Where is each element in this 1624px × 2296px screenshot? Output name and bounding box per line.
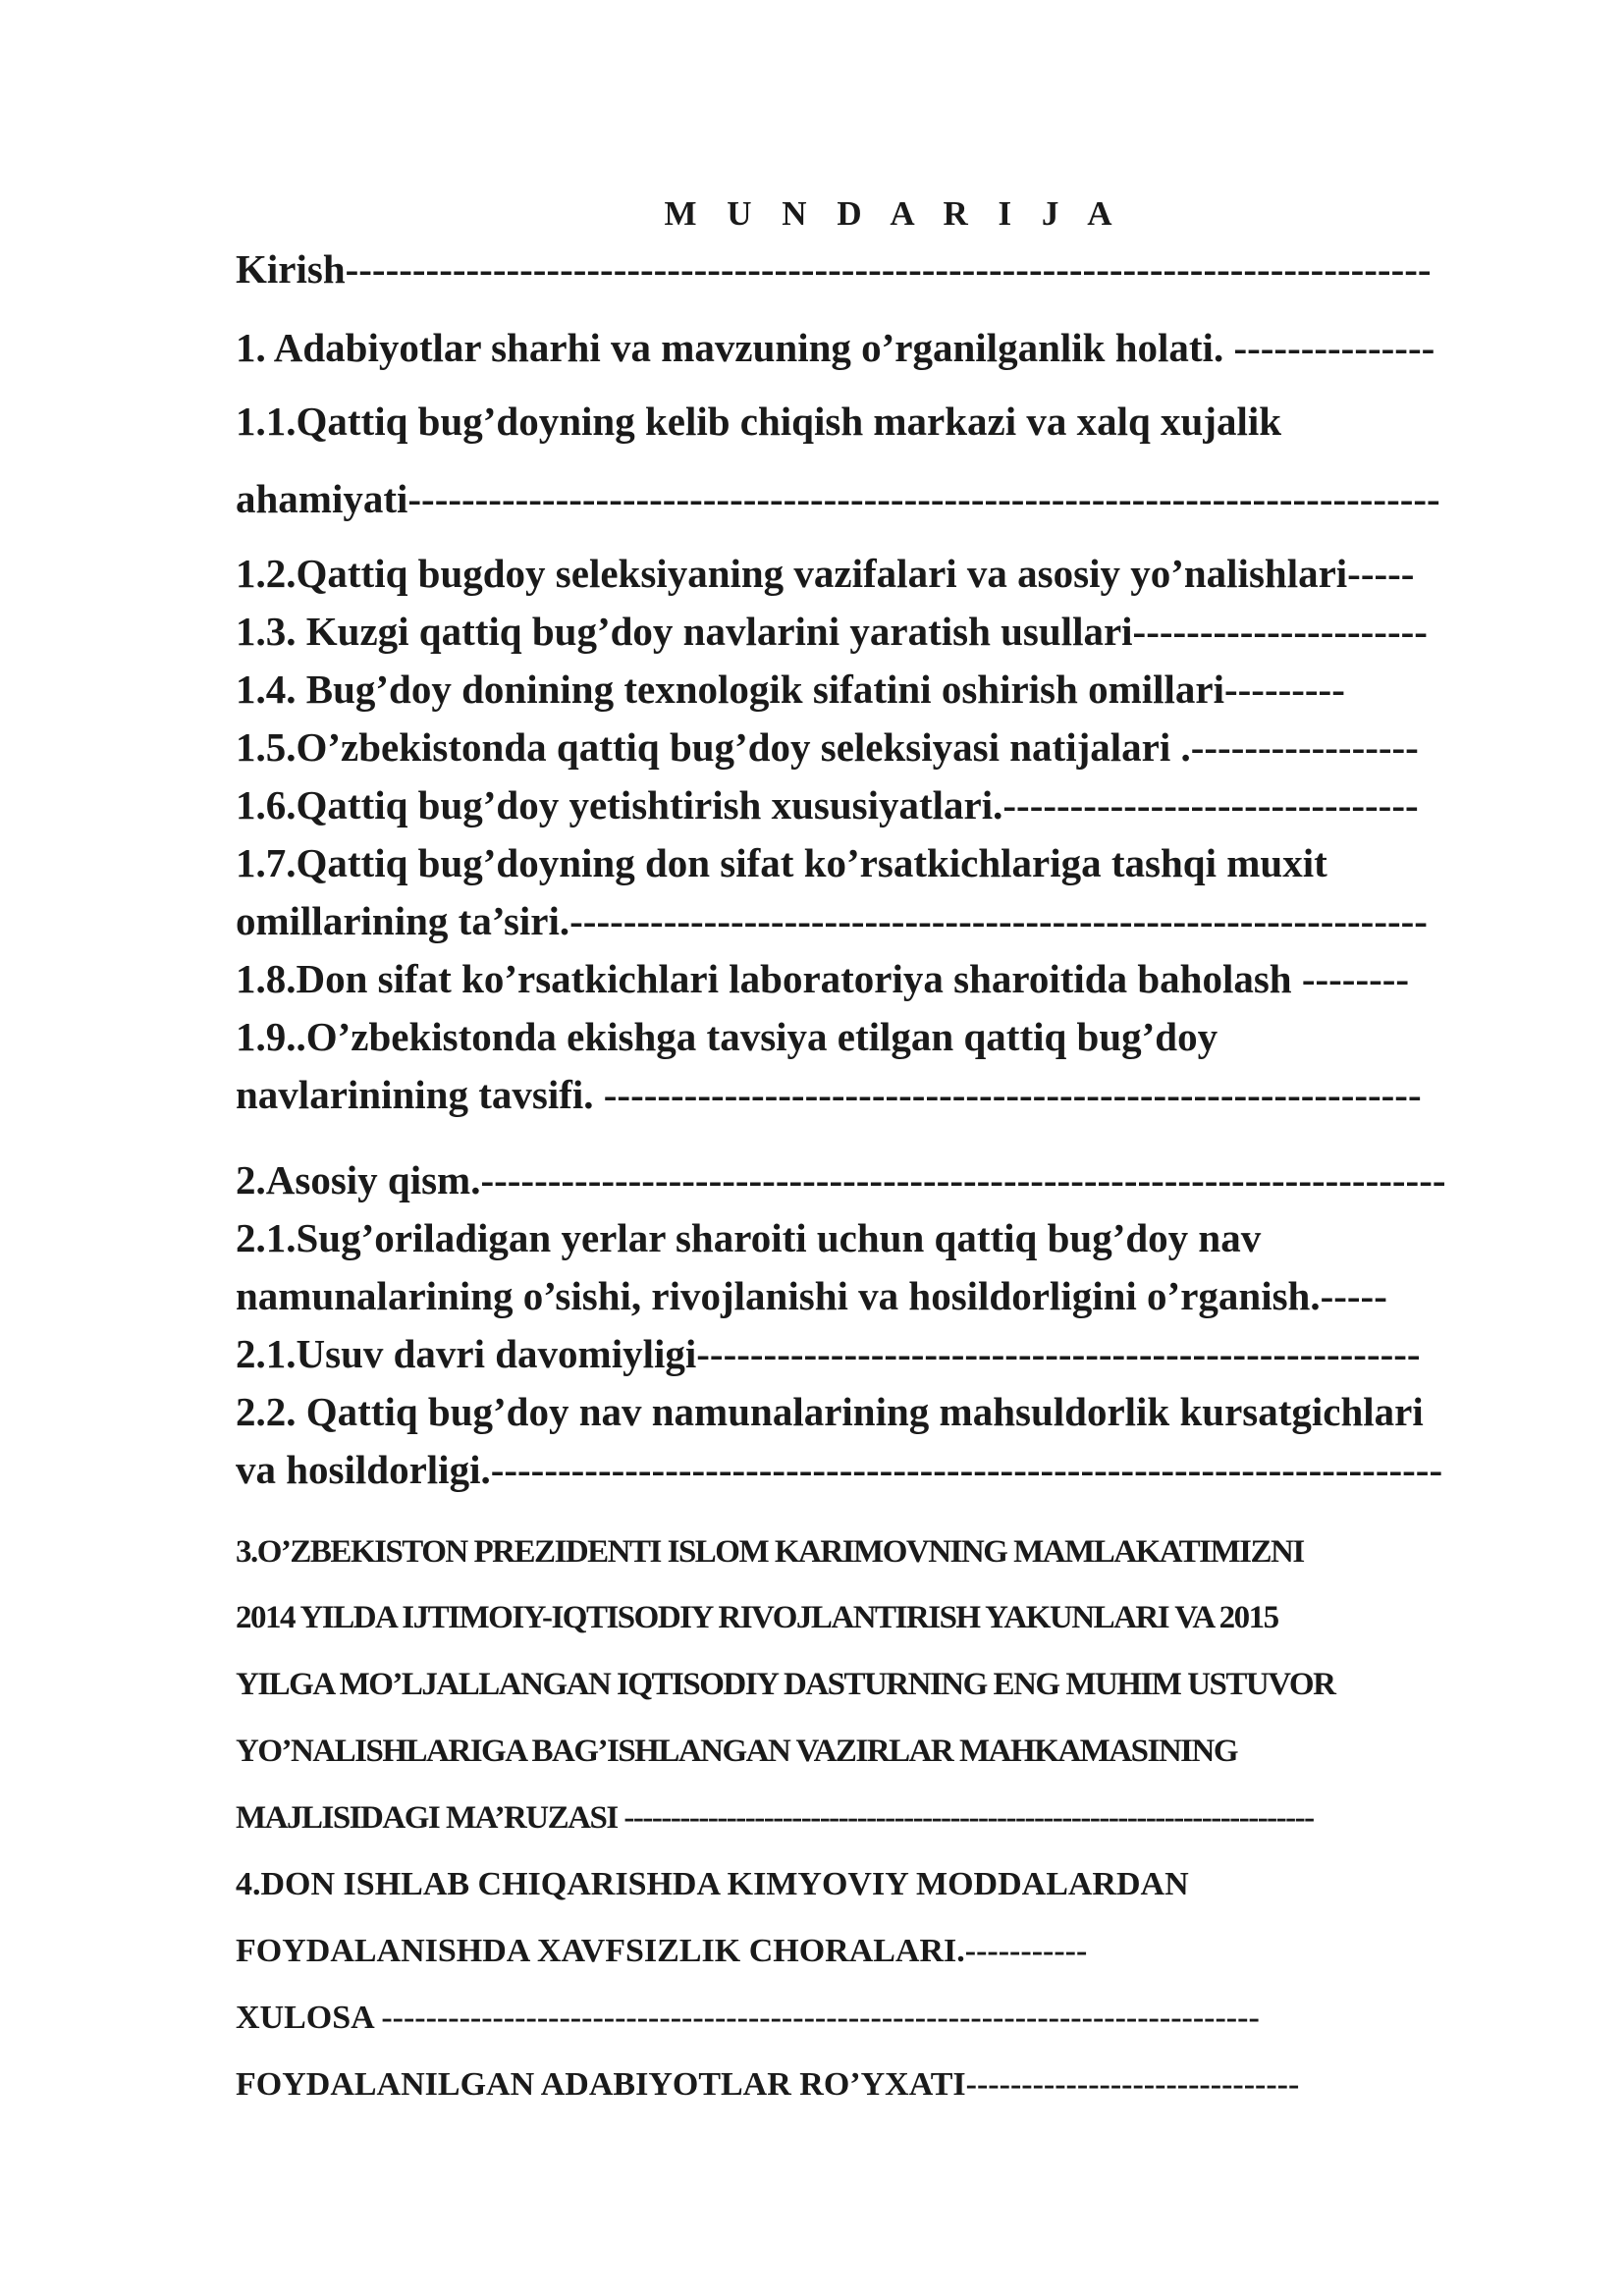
toc-entry-3-continued-1: 2014 YILDA IJTIMOIY-IQTISODIY RIVOJLANTIRISH YAKUNLARI VA 2015 bbox=[236, 1600, 1278, 1635]
toc-entry-1-3: 1.3. Kuzgi qattiq bug’doy navlarini yaratish usullari---------------------- bbox=[236, 609, 1428, 654]
toc-entry-1-2: 1.2.Qattiq bugdoy seleksiyaning vazifalari va asosiy yo’nalishlari----- bbox=[236, 551, 1415, 596]
toc-entry-3-continued-2: YILGA MO’LJALLANGAN IQTISODIY DASTURNING ENG MUHIM USTUVOR bbox=[236, 1667, 1335, 1702]
toc-entry-2-1: 2.1.Sug’oriladigan yerlar sharoiti uchun qattiq bug’doy nav bbox=[236, 1215, 1262, 1260]
toc-entry-3-continued-4: MAJLISIDAGI MA’RUZASI -------------------------------------------------------------------------- bbox=[236, 1800, 1314, 1836]
toc-entry-xulosa: XULOSA ------------------------------------------------------------------------------- bbox=[236, 2000, 1260, 2036]
toc-entry-2-1-usuv: 2.1.Usuv davri davomiyligi------------------------------------------------------ bbox=[236, 1331, 1421, 1376]
toc-entry-4-continued: FOYDALANISHDA XAVFSIZLIK CHORALARI.----------- bbox=[236, 1933, 1088, 1969]
toc-entry-1-9: 1.9..O’zbekistonda ekishga tavsiya etilgan qattiq bug’doy bbox=[236, 1014, 1218, 1059]
toc-entry-1-1: 1.1.Qattiq bug’doyning kelib chiqish markazi va xalq xujalik bbox=[236, 399, 1282, 444]
toc-entry-1: 1. Adabiyotlar sharhi va mavzuning o’rganilganlik holati. --------------- bbox=[236, 325, 1435, 370]
toc-entry-2: 2.Asosiy qism.------------------------------------------------------------------------ bbox=[236, 1157, 1446, 1202]
toc-entry-1-5: 1.5.O’zbekistonda qattiq bug’doy seleksiyasi natijalari .----------------- bbox=[236, 724, 1419, 770]
toc-entry-1-9-continued: navlarinining tavsifi. ------------------------------------------------------------- bbox=[236, 1072, 1422, 1117]
toc-entry-3: 3.O’ZBEKISTON PREZIDENTI ISLOM KARIMOVNING MAMLAKATIMIZNI bbox=[236, 1534, 1304, 1570]
toc-entry-4: 4.DON ISHLAB CHIQARISHDA KIMYOVIY MODDALARDAN bbox=[236, 1866, 1189, 1902]
toc-entry-1-1-continued: ahamiyati----------------------------------------------------------------------------- bbox=[236, 476, 1440, 521]
page-title: M U N D A R I J A bbox=[664, 194, 1123, 233]
toc-entry-references: FOYDALANILGAN ADABIYOTLAR RO’YXATI------------------------------ bbox=[236, 2066, 1300, 2103]
toc-entry-kirish: Kirish--------------------------------------------------------------------------------- bbox=[236, 246, 1432, 292]
toc-entry-3-continued-3: YO’NALISHLARIGA BAG’ISHLANGAN VAZIRLAR MAHKAMASINING bbox=[236, 1734, 1238, 1769]
toc-entry-1-7: 1.7.Qattiq bug’doyning don sifat ko’rsatkichlariga tashqi muxit bbox=[236, 840, 1327, 885]
toc-entry-1-4: 1.4. Bug’doy donining texnologik sifatini oshirish omillari--------- bbox=[236, 667, 1345, 712]
toc-entry-1-7-continued: omillarining ta’siri.---------------------------------------------------------------- bbox=[236, 898, 1428, 943]
toc-entry-2-1-continued: namunalarining o’sishi, rivojlanishi va hosildorligini o’rganish.----- bbox=[236, 1273, 1387, 1318]
toc-entry-1-8: 1.8.Don sifat ko’rsatkichlari laboratoriya sharoitida baholash -------- bbox=[236, 956, 1410, 1001]
toc-entry-2-2: 2.2. Qattiq bug’doy nav namunalarining mahsuldorlik kursatgichlari bbox=[236, 1389, 1424, 1434]
toc-entry-1-6: 1.6.Qattiq bug’doy yetishtirish xususiyatlari.------------------------------- bbox=[236, 782, 1419, 828]
toc-entry-2-2-continued: va hosildorligi.----------------------------------------------------------------------- bbox=[236, 1447, 1443, 1492]
